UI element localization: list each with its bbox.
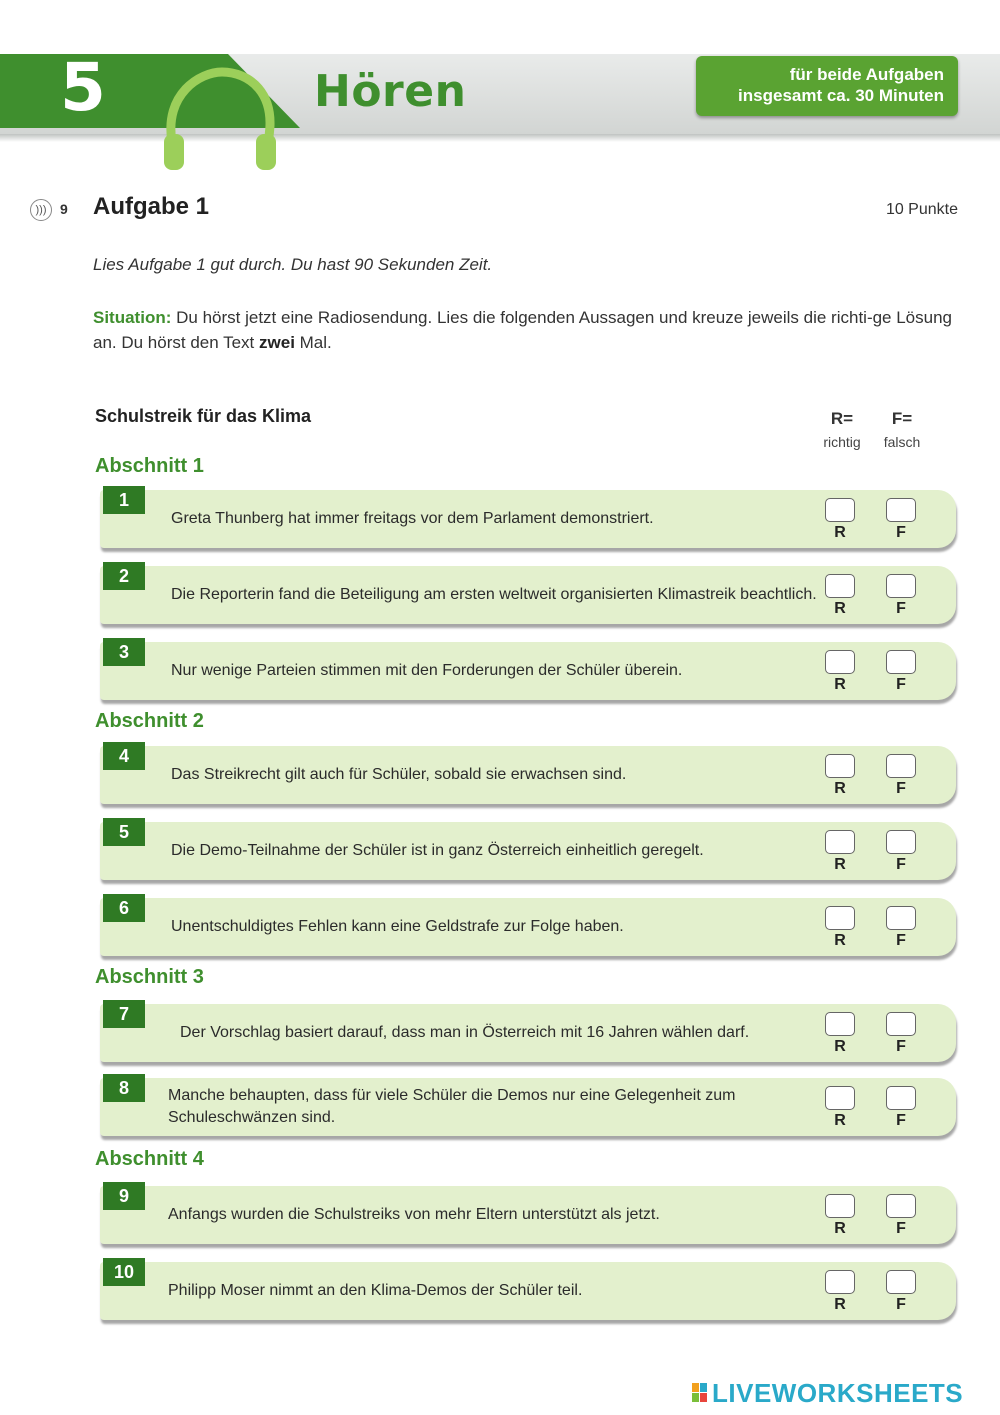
- task-instruction: Lies Aufgabe 1 gut durch. Du hast 90 Sekunden Zeit.: [93, 255, 493, 274]
- falsch-checkbox[interactable]: [886, 906, 916, 930]
- statement-item: [100, 746, 956, 804]
- section-title: Hören: [314, 66, 467, 117]
- richtig-letter: R: [834, 600, 846, 617]
- falsch-letter: F: [896, 1038, 906, 1055]
- key-richtig-label: richtig: [823, 434, 861, 450]
- falsch-checkbox[interactable]: [886, 1086, 916, 1110]
- situation-text-1: Du hörst jetzt eine Radiosendung. Lies die folgenden Aussagen und kreuze jeweils die richti-ge Lösung an. Du hörst den Text: [93, 308, 953, 352]
- statement-text: Die Demo-Teilnahme der Schüler ist in ganz Österreich einheitlich geregelt.: [171, 842, 704, 859]
- richtig-letter: R: [834, 932, 846, 949]
- falsch-letter: F: [896, 524, 906, 541]
- falsch-letter: F: [896, 1220, 906, 1237]
- falsch-letter: F: [896, 1112, 906, 1129]
- statement-text: Unentschuldigtes Fehlen kann eine Geldstrafe zur Folge haben.: [171, 918, 624, 935]
- falsch-checkbox[interactable]: [886, 754, 916, 778]
- text-title: Schulstreik für das Klima: [95, 406, 312, 426]
- falsch-letter: F: [896, 676, 906, 693]
- richtig-letter: R: [834, 780, 846, 797]
- situation-paragraph: [93, 305, 973, 355]
- section-label-4: Abschnitt 4: [95, 1148, 204, 1170]
- falsch-letter: F: [896, 1296, 906, 1313]
- unit-number: 5: [60, 49, 106, 126]
- time-badge-line-1: für beide Aufgaben: [789, 65, 944, 84]
- speaker-icon[interactable]: ))): [30, 199, 52, 221]
- statement-text: Der Vorschlag basiert darauf, dass man in Österreich mit 16 Jahren wählen darf.: [180, 1024, 750, 1041]
- key-falsch-head: F=: [891, 409, 913, 428]
- statement-item: [100, 1186, 956, 1244]
- richtig-checkbox[interactable]: [825, 1194, 855, 1218]
- statement-text: Die Reporterin fand die Beteiligung am ersten weltweit organisierten Klimastreik beachtlich.: [171, 586, 817, 603]
- unit-header: [0, 49, 1000, 134]
- time-badge-line-2: insgesamt ca. 30 Minuten: [738, 86, 944, 105]
- richtig-checkbox[interactable]: [825, 498, 855, 522]
- section-label-1: Abschnitt 1: [95, 455, 204, 477]
- statement-item: [100, 1004, 956, 1062]
- statement-number: 5: [103, 818, 145, 846]
- falsch-checkbox[interactable]: [886, 650, 916, 674]
- statement-item: [100, 822, 956, 880]
- section-label-2: Abschnitt 2: [95, 710, 204, 732]
- task-title: Aufgabe 1: [93, 193, 210, 220]
- statement-text: Anfangs wurden die Schulstreiks von mehr Eltern unterstützt als jetzt.: [168, 1206, 660, 1223]
- time-badge: [696, 56, 958, 116]
- falsch-checkbox[interactable]: [886, 1194, 916, 1218]
- situation-label: Situation:: [93, 308, 172, 327]
- falsch-checkbox[interactable]: [886, 1270, 916, 1294]
- richtig-letter: R: [834, 1038, 846, 1055]
- richtig-checkbox[interactable]: [825, 830, 855, 854]
- statement-text: Das Streikrecht gilt auch für Schüler, sobald sie erwachsen sind.: [171, 766, 627, 783]
- track-number: 9: [60, 201, 68, 217]
- richtig-letter: R: [834, 524, 846, 541]
- statement-number: 7: [103, 1000, 145, 1028]
- statement-number: 8: [103, 1074, 145, 1102]
- task-points: 10 Punkte: [885, 201, 958, 218]
- falsch-letter: F: [896, 856, 906, 873]
- statement-text: Greta Thunberg hat immer freitags vor dem Parlament demonstriert.: [171, 510, 654, 527]
- falsch-checkbox[interactable]: [886, 830, 916, 854]
- key-richtig-head: R=: [830, 409, 854, 428]
- headphones-icon: [150, 64, 290, 174]
- liveworksheets-logo[interactable]: [692, 1378, 963, 1408]
- statement-text: Nur wenige Parteien stimmen mit den Forderungen der Schüler überein.: [171, 662, 683, 679]
- liveworksheets-logo-icon: [692, 1383, 708, 1403]
- statement-number: 1: [103, 486, 145, 514]
- statement-item: [100, 566, 956, 624]
- situation-bold: zwei: [259, 333, 295, 352]
- richtig-letter: R: [834, 856, 846, 873]
- richtig-checkbox[interactable]: [825, 1086, 855, 1110]
- falsch-checkbox[interactable]: [886, 1012, 916, 1036]
- statement-number: 4: [103, 742, 145, 770]
- statement-item: [100, 1078, 956, 1136]
- falsch-letter: F: [896, 600, 906, 617]
- richtig-letter: R: [834, 1112, 846, 1129]
- situation-text-2: Mal.: [294, 333, 332, 352]
- falsch-letter: F: [896, 780, 906, 797]
- falsch-checkbox[interactable]: [886, 498, 916, 522]
- richtig-letter: R: [834, 1296, 846, 1313]
- logo-text: LIVEWORKSHEETS: [712, 1377, 964, 1408]
- richtig-checkbox[interactable]: [825, 650, 855, 674]
- statement-item: [100, 898, 956, 956]
- statement-item: [100, 1262, 956, 1320]
- falsch-checkbox[interactable]: [886, 574, 916, 598]
- richtig-checkbox[interactable]: [825, 574, 855, 598]
- statement-item: [100, 490, 956, 548]
- richtig-letter: R: [834, 1220, 846, 1237]
- statement-text: Philipp Moser nimmt an den Klima-Demos der Schüler teil.: [168, 1282, 583, 1299]
- statement-number: 3: [103, 638, 145, 666]
- statement-number: 2: [103, 562, 145, 590]
- falsch-letter: F: [896, 932, 906, 949]
- statement-number: 9: [103, 1182, 145, 1210]
- richtig-checkbox[interactable]: [825, 754, 855, 778]
- statement-number: 10: [103, 1258, 145, 1286]
- key-falsch-label: falsch: [883, 434, 921, 450]
- statement-text: Manche behaupten, dass für viele Schüler die Demos nur eine Gelegenheit zum Schuleschwänzen sind.: [168, 1087, 736, 1126]
- statement-item: [100, 642, 956, 700]
- richtig-checkbox[interactable]: [825, 1270, 855, 1294]
- statement-number: 6: [103, 894, 145, 922]
- section-label-3: Abschnitt 3: [95, 966, 204, 988]
- richtig-checkbox[interactable]: [825, 906, 855, 930]
- richtig-checkbox[interactable]: [825, 1012, 855, 1036]
- richtig-letter: R: [834, 676, 846, 693]
